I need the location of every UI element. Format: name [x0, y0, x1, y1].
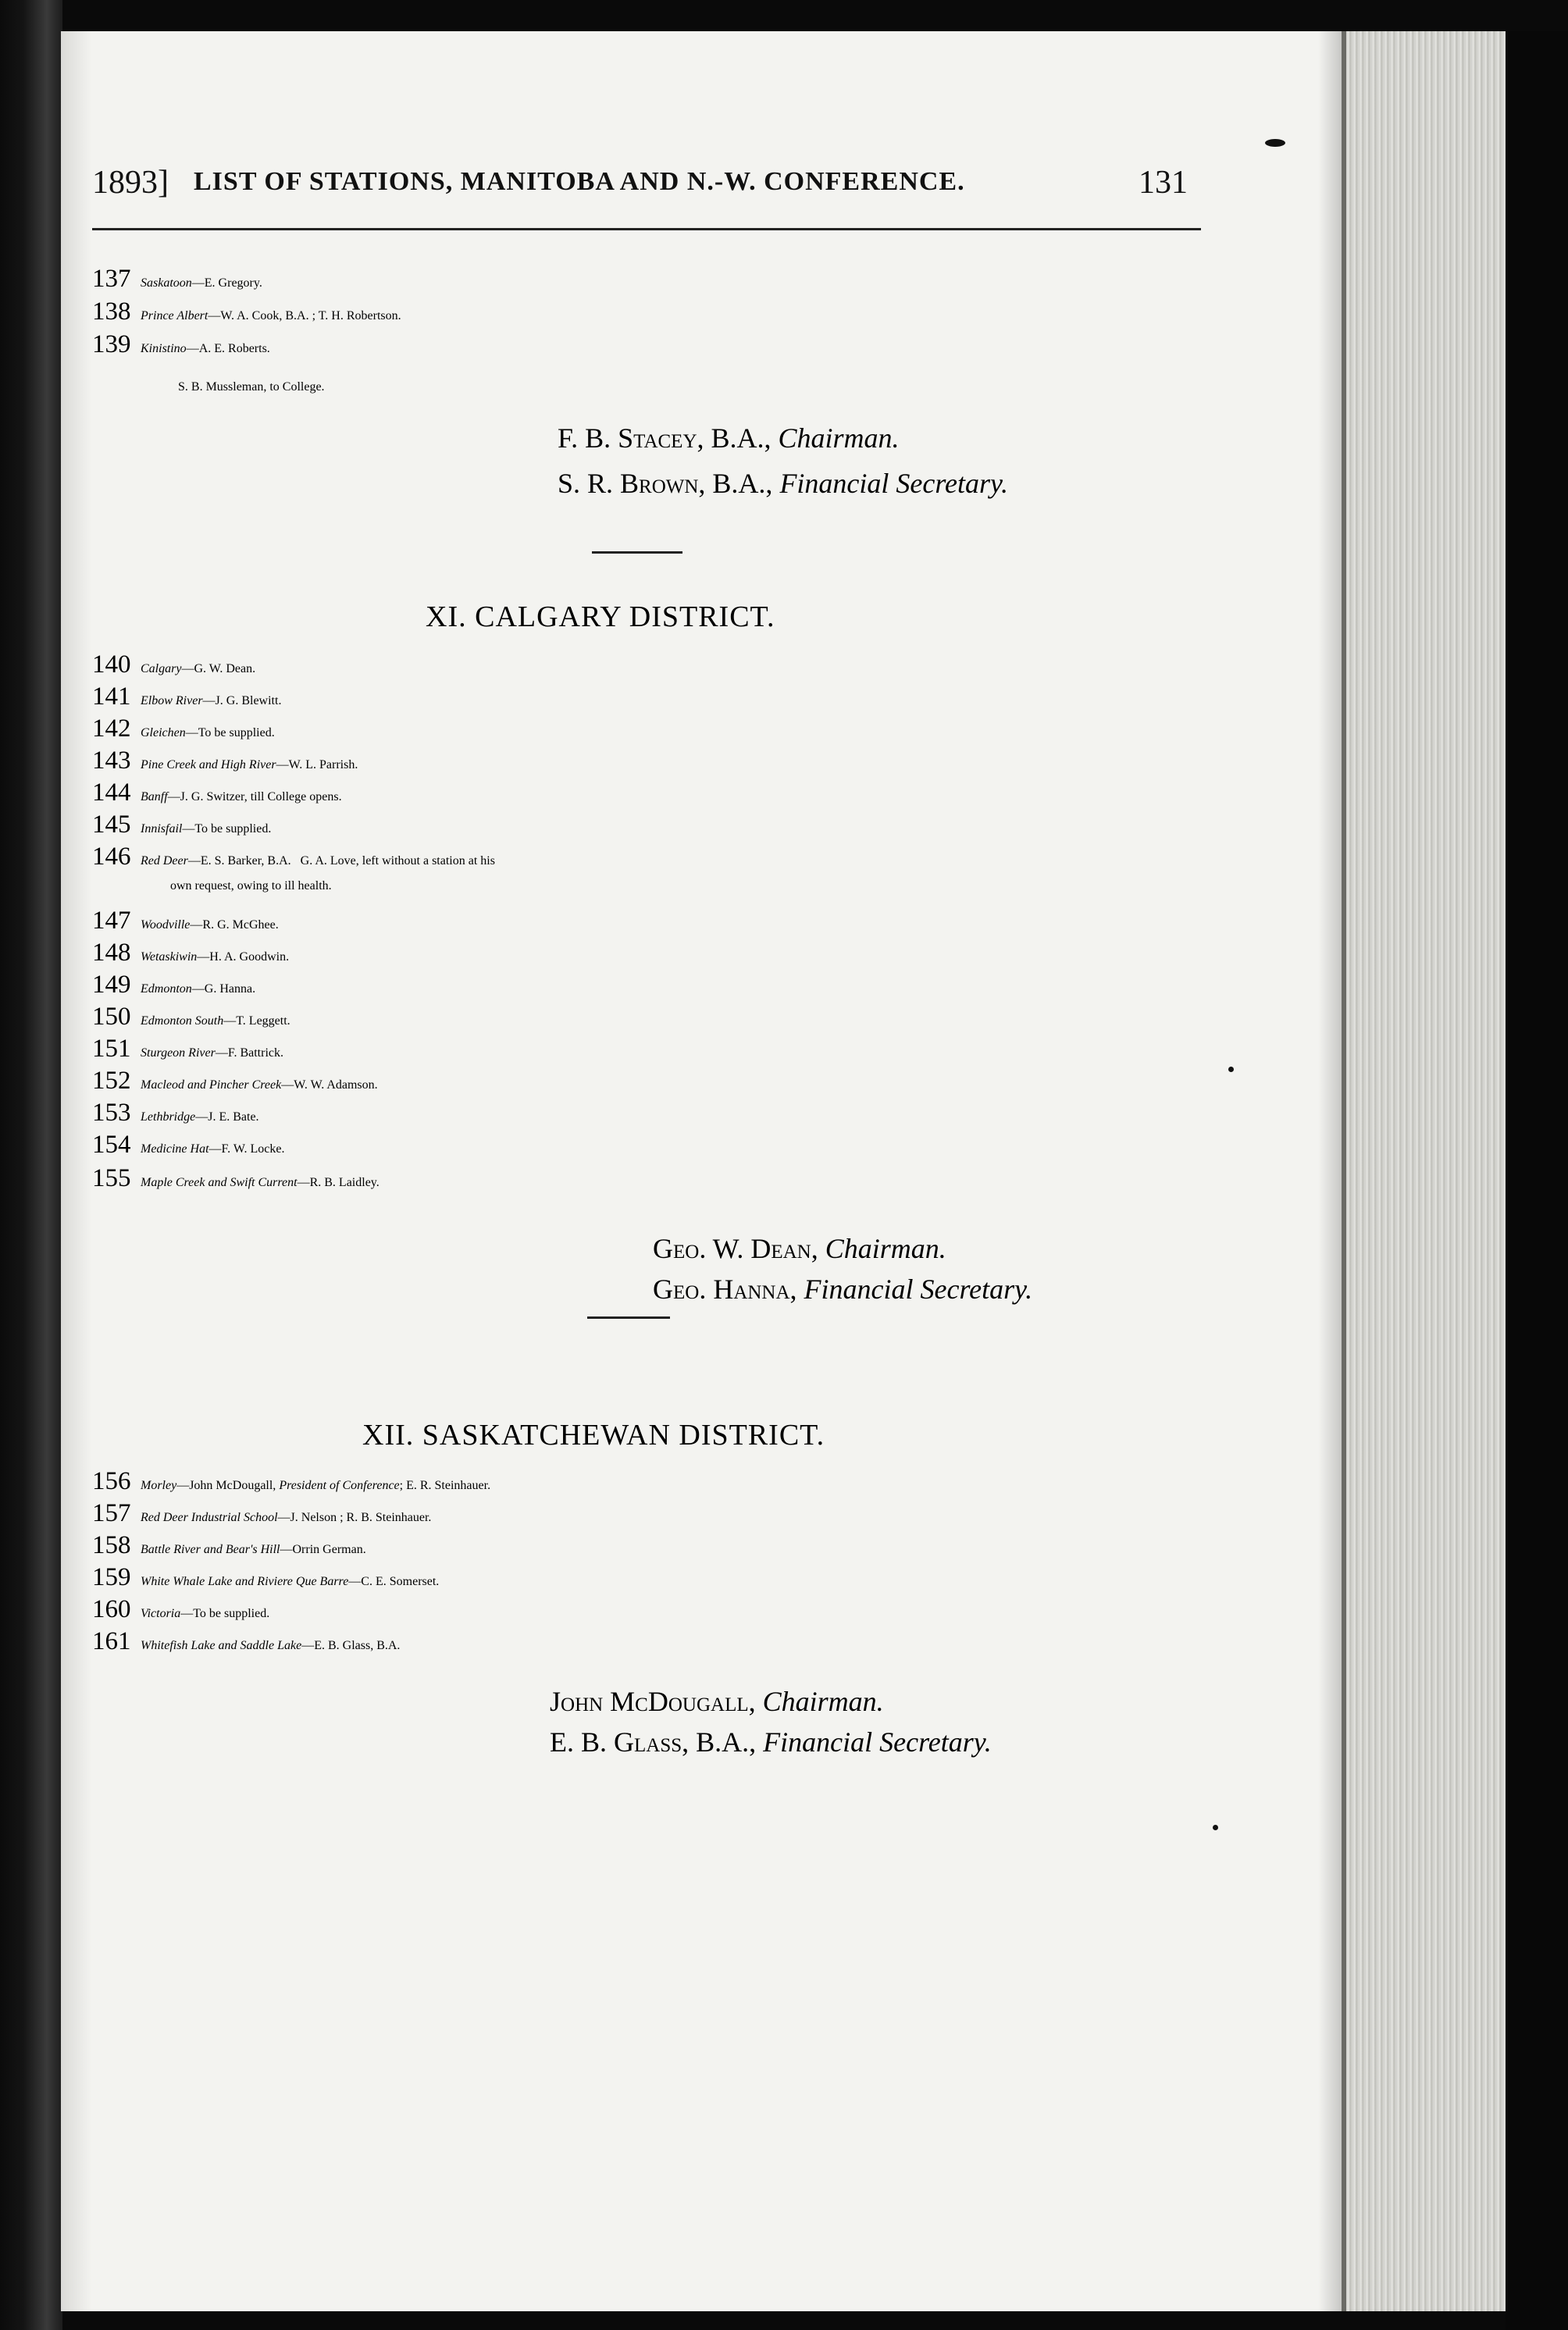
header-rule — [92, 228, 1201, 230]
station-entry: 142 Gleichen—To be supplied. — [92, 714, 275, 743]
station-entry: 147 Woodville—R. G. McGhee. — [92, 907, 279, 935]
secretary-signature: E. B. Glass, B.A., Financial Secretary. — [550, 1726, 992, 1758]
station-entry: 140 Calgary—G. W. Dean. — [92, 650, 256, 679]
station-entry: 156 Morley—John McDougall, President of Conference; E. R. Steinhauer. — [92, 1467, 491, 1495]
scan-background-right — [1506, 31, 1568, 2330]
book-left-edge — [0, 0, 62, 2330]
secretary-signature: Geo. Hanna, Financial Secretary. — [653, 1274, 1033, 1305]
district-heading-calgary: XI. CALGARY DISTRICT. — [426, 600, 775, 633]
station-entry: 154 Medicine Hat—F. W. Locke. — [92, 1131, 285, 1159]
note-line: S. B. Mussleman, to College. — [178, 380, 325, 394]
station-entry: 145 Innisfail—To be supplied. — [92, 811, 272, 839]
station-entry: 158 Battle River and Bear's Hill—Orrin German. — [92, 1531, 366, 1559]
station-entry: 155 Maple Creek and Swift Current—R. B. Laidley. — [92, 1164, 380, 1192]
station-entry: 143 Pine Creek and High River—W. L. Parrish. — [92, 746, 358, 775]
dust-speck — [1265, 139, 1285, 147]
station-entry: 160 Victoria—To be supplied. — [92, 1595, 270, 1623]
section-divider — [587, 1316, 670, 1319]
station-entry: 161 Whitefish Lake and Saddle Lake—E. B. Glass, B.A. — [92, 1627, 401, 1655]
chairman-signature: F. B. Stacey, B.A., Chairman. — [558, 422, 900, 454]
header-year: 1893] — [92, 165, 169, 201]
station-entry: 138 Prince Albert—W. A. Cook, B.A. ; T. H. Robertson. — [92, 297, 401, 326]
station-entry-continued: own request, owing to ill health. — [170, 879, 332, 892]
section-divider — [592, 551, 682, 554]
page-stack-edge — [1342, 31, 1510, 2311]
station-entry: 141 Elbow River—J. G. Blewitt. — [92, 682, 282, 711]
header-title: LIST OF STATIONS, MANITOBA AND N.-W. CONFERENCE. — [194, 167, 965, 196]
station-entry: 144 Banff—J. G. Switzer, till College opens. — [92, 778, 342, 807]
chairman-signature: Geo. W. Dean, Chairman. — [653, 1233, 946, 1264]
station-entry: 148 Wetaskiwin—H. A. Goodwin. — [92, 939, 290, 967]
station-entry: 146 Red Deer—E. S. Barker, B.A. G. A. Love, left without a station at his — [92, 843, 495, 871]
station-entry: 149 Edmonton—G. Hanna. — [92, 971, 256, 999]
station-entry: 151 Sturgeon River—F. Battrick. — [92, 1035, 283, 1063]
secretary-signature: S. R. Brown, B.A., Financial Secretary. — [558, 468, 1009, 499]
station-entry: 137 Saskatoon—E. Gregory. — [92, 265, 262, 293]
station-entry: 153 Lethbridge—J. E. Bate. — [92, 1099, 259, 1127]
running-header — [92, 164, 1201, 211]
page-number: 131 — [1139, 165, 1188, 201]
district-heading-saskatchewan: XII. SASKATCHEWAN DISTRICT. — [362, 1419, 825, 1452]
dust-speck — [1213, 1825, 1218, 1830]
station-entry: 152 Macleod and Pincher Creek—W. W. Adamson. — [92, 1067, 378, 1095]
station-entry: 157 Red Deer Industrial School—J. Nelson ; R. B. Steinhauer. — [92, 1499, 432, 1527]
dust-speck — [1228, 1067, 1234, 1072]
station-entry: 139 Kinistino—A. E. Roberts. — [92, 330, 270, 358]
chairman-signature: John McDougall, Chairman. — [550, 1686, 884, 1717]
station-entry: 159 White Whale Lake and Riviere Que Barre—C. E. Somerset. — [92, 1563, 440, 1591]
station-entry: 150 Edmonton South—T. Leggett. — [92, 1003, 290, 1031]
